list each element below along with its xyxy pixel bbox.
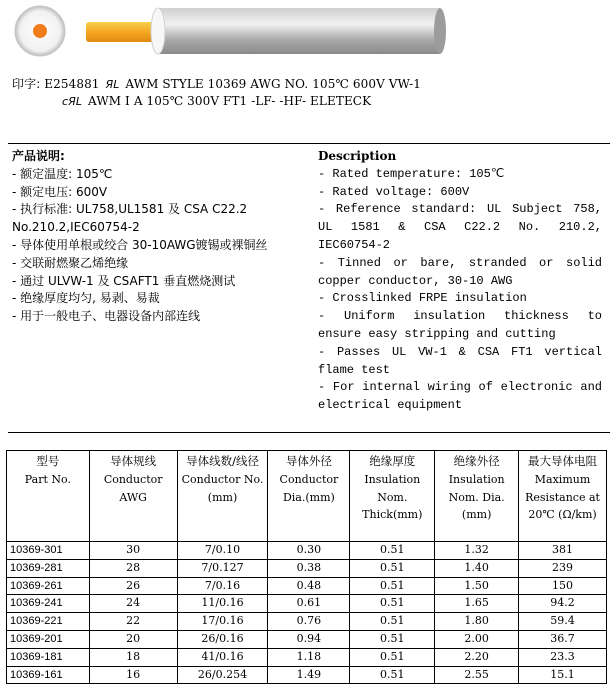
cell-part-no: 10369-221 bbox=[7, 613, 90, 631]
cell-insulation-dia: 1.65 bbox=[435, 595, 519, 613]
description-cn-item: - 绝缘厚度均匀, 易剥、易裁 bbox=[12, 291, 160, 306]
header-insulation-dia: 绝缘外径 Insulation Nom. Dia. (mm) bbox=[435, 451, 519, 542]
cell-part-no: 10369-301 bbox=[7, 542, 90, 560]
cell-conductor-dia: 0.38 bbox=[268, 559, 350, 577]
description-en-title: Description bbox=[318, 149, 397, 163]
description-cn-title: 产品说明: bbox=[12, 149, 65, 163]
header-conductor-no: 导体线数/线径 Conductor No.(mm) bbox=[177, 451, 268, 542]
cell-insulation-dia: 2.00 bbox=[435, 630, 519, 648]
table-header-row bbox=[7, 451, 607, 542]
ul-logo-icon: ЯL bbox=[105, 78, 120, 91]
cell-conductor-awg: 26 bbox=[89, 577, 177, 595]
cell-conductor-awg: 16 bbox=[89, 666, 177, 684]
divider-bottom bbox=[8, 432, 610, 433]
cell-conductor-no: 7/0.10 bbox=[177, 542, 268, 560]
cell-insulation-thick: 0.51 bbox=[350, 648, 435, 666]
description-cn-item: - 用于一般电子、电器设备内部连线 bbox=[12, 309, 201, 324]
table-row bbox=[7, 595, 607, 613]
cell-part-no: 10369-241 bbox=[7, 595, 90, 613]
cell-insulation-dia: 1.80 bbox=[435, 613, 519, 631]
description-en-item: - Tinned or bare, stranded or solid copper conductor, 30-10 AWG bbox=[318, 255, 602, 288]
description-en-item: - Reference standard: UL Subject 758, UL 1581 & CSA C22.2 No. 210.2, IEC60754-2 bbox=[318, 202, 602, 252]
cell-insulation-thick: 0.51 bbox=[350, 666, 435, 684]
cell-max-resistance: 150 bbox=[519, 577, 607, 595]
cell-insulation-thick: 0.51 bbox=[350, 630, 435, 648]
description-en-item: - Rated temperature: 105℃ bbox=[318, 166, 505, 181]
cell-part-no: 10369-261 bbox=[7, 577, 90, 595]
table-row bbox=[7, 630, 607, 648]
marking-line-2 bbox=[60, 94, 371, 108]
cell-conductor-dia: 0.76 bbox=[268, 613, 350, 631]
cell-conductor-dia: 1.18 bbox=[268, 648, 350, 666]
cell-max-resistance: 239 bbox=[519, 559, 607, 577]
cell-conductor-no: 11/0.16 bbox=[177, 595, 268, 613]
cell-part-no: 10369-181 bbox=[7, 648, 90, 666]
marking-text-1: AWM STYLE 10369 AWG NO. 105℃ 600V VW-1 bbox=[125, 77, 421, 91]
cell-conductor-awg: 22 bbox=[89, 613, 177, 631]
cell-insulation-dia: 1.40 bbox=[435, 559, 519, 577]
cell-insulation-dia: 1.50 bbox=[435, 577, 519, 595]
marking-label: 印字: bbox=[12, 77, 41, 91]
wire-side-view bbox=[86, 8, 446, 54]
cell-conductor-dia: 1.49 bbox=[268, 666, 350, 684]
cul-logo-icon: cЯL bbox=[62, 95, 83, 108]
table-row bbox=[7, 577, 607, 595]
cell-insulation-thick: 0.51 bbox=[350, 595, 435, 613]
cell-conductor-no: 26/0.16 bbox=[177, 630, 268, 648]
cell-max-resistance: 381 bbox=[519, 542, 607, 560]
cell-insulation-thick: 0.51 bbox=[350, 559, 435, 577]
cell-conductor-no: 41/0.16 bbox=[177, 648, 268, 666]
divider-top bbox=[8, 143, 610, 144]
cell-part-no: 10369-161 bbox=[7, 666, 90, 684]
description-cn-item: - 通过 ULVW-1 及 CSAFT1 垂直燃烧测试 bbox=[12, 273, 236, 288]
cell-conductor-dia: 0.30 bbox=[268, 542, 350, 560]
cell-conductor-dia: 0.48 bbox=[268, 577, 350, 595]
description-cn-item: - 额定电压: 600V bbox=[12, 184, 108, 199]
wire-illustration bbox=[0, 0, 612, 66]
marking-file-number: E254881 bbox=[44, 77, 100, 91]
cell-conductor-awg: 28 bbox=[89, 559, 177, 577]
cell-conductor-no: 26/0.254 bbox=[177, 666, 268, 684]
table-row bbox=[7, 542, 607, 560]
cell-conductor-awg: 20 bbox=[89, 630, 177, 648]
description-en-item: - Uniform insulation thickness to ensure easy stripping and cutting bbox=[318, 309, 602, 341]
spec-table bbox=[6, 450, 607, 684]
cell-part-no: 10369-281 bbox=[7, 559, 90, 577]
description-en-item: - For internal wiring of electronic and electrical equipment bbox=[318, 380, 602, 413]
cell-conductor-dia: 0.94 bbox=[268, 630, 350, 648]
cell-insulation-dia: 1.32 bbox=[435, 542, 519, 560]
cell-conductor-awg: 30 bbox=[89, 542, 177, 560]
header-max-resistance: 最大导体电阻 Maximum Resistance at 20℃ (Ω/km) bbox=[519, 451, 607, 542]
marking-line-1 bbox=[12, 75, 421, 92]
cell-insulation-dia: 2.20 bbox=[435, 648, 519, 666]
table-row bbox=[7, 613, 607, 631]
cell-insulation-thick: 0.51 bbox=[350, 542, 435, 560]
table-row bbox=[7, 559, 607, 577]
table-row bbox=[7, 648, 607, 666]
description-en-item: - Passes UL VW-1 & CSA FT1 vertical flame test bbox=[318, 344, 602, 377]
marking-text-2: AWM I A 105℃ 300V FT1 -LF- -HF- ELETECK bbox=[88, 94, 372, 108]
cell-max-resistance: 23.3 bbox=[519, 648, 607, 666]
cell-insulation-thick: 0.51 bbox=[350, 577, 435, 595]
cell-max-resistance: 36.7 bbox=[519, 630, 607, 648]
header-part-no: 型号 Part No. bbox=[7, 451, 90, 542]
header-conductor-dia: 导体外径 Conductor Dia.(mm) bbox=[268, 451, 350, 542]
cell-conductor-awg: 18 bbox=[89, 648, 177, 666]
cell-conductor-no: 7/0.127 bbox=[177, 559, 268, 577]
cell-max-resistance: 59.4 bbox=[519, 613, 607, 631]
description-cn-item: - 导体使用单根或绞合 30-10AWG镀锡或裸铜丝 bbox=[12, 237, 268, 252]
cell-insulation-dia: 2.55 bbox=[435, 666, 519, 684]
cell-conductor-no: 7/0.16 bbox=[177, 577, 268, 595]
description-cn-item: - 执行标准: UL758,UL1581 及 CSA C22.2 No.210.2,IEC60754-2 bbox=[12, 202, 248, 235]
cell-conductor-no: 17/0.16 bbox=[177, 613, 268, 631]
cell-insulation-thick: 0.51 bbox=[350, 613, 435, 631]
wire-cross-section bbox=[15, 6, 65, 56]
description-en-item: - Crosslinked FRPE insulation bbox=[318, 291, 527, 306]
cell-conductor-awg: 24 bbox=[89, 595, 177, 613]
table-row bbox=[7, 666, 607, 684]
description-cn-item: - 额定温度: 105℃ bbox=[12, 166, 113, 181]
header-insulation-thick: 绝缘厚度 Insulation Nom. Thick(mm) bbox=[350, 451, 435, 542]
header-conductor-awg: 导体规线 Conductor AWG bbox=[89, 451, 177, 542]
cell-max-resistance: 15.1 bbox=[519, 666, 607, 684]
description-en-item: - Rated voltage: 600V bbox=[318, 184, 470, 199]
cell-conductor-dia: 0.61 bbox=[268, 595, 350, 613]
description-en bbox=[318, 148, 602, 415]
description-cn bbox=[12, 148, 307, 326]
cell-max-resistance: 94.2 bbox=[519, 595, 607, 613]
cell-part-no: 10369-201 bbox=[7, 630, 90, 648]
description-cn-item: - 交联耐燃聚乙烯绝缘 bbox=[12, 255, 129, 270]
